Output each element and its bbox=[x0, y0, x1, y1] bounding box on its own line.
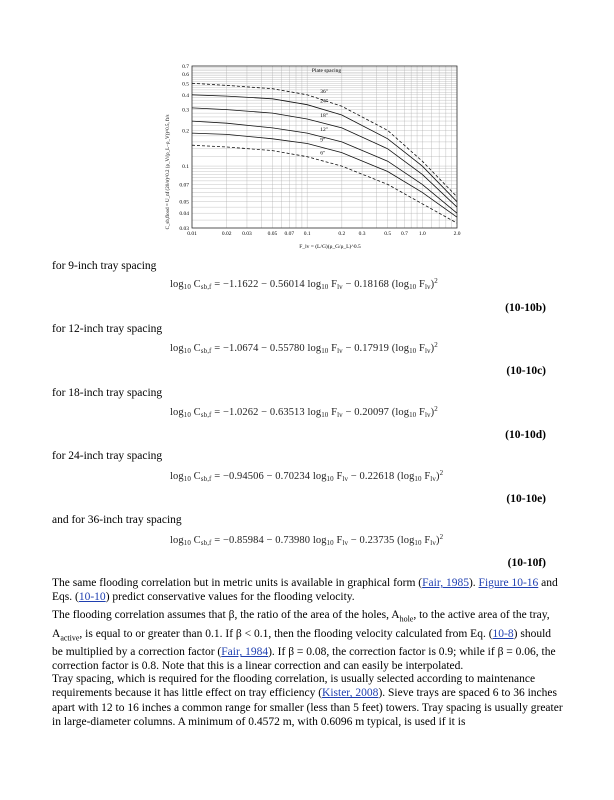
y-tick-label: 0.3 bbox=[182, 107, 189, 114]
series-line-6in bbox=[192, 145, 457, 223]
x-tick-label: 0.1 bbox=[303, 231, 311, 237]
y-tick-label: 0.4 bbox=[182, 92, 189, 99]
x-tick-label: 0.2 bbox=[338, 231, 346, 237]
equation-link-10-8[interactable]: 10-8 bbox=[492, 627, 514, 640]
section-label-18in: for 18-inch tray spacing bbox=[52, 387, 163, 399]
series-label-18in: 18" bbox=[320, 112, 329, 119]
citation-link-fair-1984[interactable]: Fair, 1984 bbox=[221, 646, 269, 659]
x-tick-label: 1.0 bbox=[418, 231, 426, 237]
equation-24in: $\log_{10} C_{sb,f} = -0.94506 - 0.70234$ $\log_{10} F_{lv} - 0.22618$ ($\log_{10}$ $F_{lv})^2$ bbox=[170, 469, 444, 483]
series-label-6in: 6" bbox=[320, 150, 326, 157]
series-line-9in bbox=[192, 133, 457, 217]
y-tick-label: 0.05 bbox=[179, 199, 189, 206]
x-tick-labels bbox=[187, 231, 461, 237]
series-label-9in: 9" bbox=[320, 137, 326, 144]
x-tick-label: 0.7 bbox=[401, 231, 408, 237]
citation-link-kister-2008[interactable]: Kister, 2008 bbox=[322, 687, 379, 700]
paragraph-metric-correlation: The same flooding correlation but in metric units is available in graphical form (Fair, 1985). Figure 10-16 and Eqs. (10-10) predict conservative values for the flooding velocity. bbox=[52, 577, 558, 604]
equation-36in: $\log_{10} C_{sb,f} = -0.85984 - 0.73980$ $\log_{10} F_{lv} - 0.23735$ ($\log_{10}$ $F_{lv})^2$ bbox=[170, 533, 444, 547]
x-tick-label: 0.07 bbox=[284, 231, 295, 237]
series-label-36in: 36" bbox=[320, 88, 329, 95]
y-axis-label: C_sb,flood = U_nf (20/σ)^0.2 (ρ_V/(ρ_L−ρ_V))^0.5, ft/s bbox=[166, 114, 171, 230]
figure-link-10-16[interactable]: Figure 10-16 bbox=[478, 577, 539, 589]
equation-number-10-10c: (10-10c) bbox=[506, 365, 546, 377]
x-tick-label: 0.05 bbox=[267, 231, 278, 237]
equation-18in: $\log_{10} C_{sb,f} = -1.0262 - 0.63513$ $\log_{10} F_{lv} - 0.20097$ ($\log_{10}$ $F_{lv})^2$ bbox=[170, 405, 438, 419]
equation-link-10-10[interactable]: 10-10 bbox=[78, 591, 106, 604]
x-tick-label: 0.03 bbox=[242, 231, 252, 237]
x-tick-label: 0.3 bbox=[358, 231, 366, 237]
y-tick-label: 0.04 bbox=[179, 211, 189, 218]
y-tick-label: 0.7 bbox=[182, 64, 189, 70]
x-tick-label: 0.02 bbox=[221, 231, 232, 237]
y-tick-label: 0.2 bbox=[182, 128, 189, 135]
y-tick-label: 0.1 bbox=[182, 164, 189, 171]
equation-number-10-10e: (10-10e) bbox=[506, 493, 546, 505]
legend-title: Plate spacing bbox=[311, 68, 342, 75]
x-tick-label: 0.01 bbox=[187, 231, 197, 237]
section-label-36in: and for 36-inch tray spacing bbox=[52, 514, 182, 526]
equation-12in: $\log_{10} C_{sb,f} = -1.0674 - 0.55780$ $\log_{10} F_{lv} - 0.17919$ ($\log_{10}$ $F_{lv})^2$ bbox=[170, 341, 438, 355]
y-tick-labels bbox=[179, 64, 189, 232]
y-tick-label: 0.6 bbox=[182, 71, 189, 78]
paragraph-tray-spacing: Tray spacing, which is required for the flooding correlation, is usually selected according to maintenance requirements because it has little effect on tray efficiency (Kister, 2008). Sieve trays are spaced 6 to 36 inches apart with 12 to 16 inches a common range for smaller (less than 5 feet) towers. Tray spacing is usually greater in large-diameter columns. A minimum of 0.4572 m, with 0.6096 m typical, is used if it is bbox=[52, 673, 563, 728]
x-tick-label: 2.0 bbox=[453, 231, 461, 237]
section-label-9in: for 9-inch tray spacing bbox=[52, 260, 157, 272]
flooding-correlation-chart bbox=[165, 62, 461, 254]
paragraph-beta-correction: The flooding correlation assumes that β, the ratio of the area of the holes, $A_{hole}$, to the active area of the tray, $A_{active}$, is equal to or greater than 0.1. If β < 0.1, then the flooding velocity calculated from Eq. (10-8) should be multiplied by a correction factor (Fair, 1984). If β = 0.08, the correction factor is 0.9; while if β = 0.06, the correction factor is 0.8. Note that this is a linear correction and can easily be interpolated. bbox=[52, 609, 556, 673]
series-label-24in: 24" bbox=[320, 98, 329, 105]
series-label-12in: 12" bbox=[320, 127, 329, 134]
y-tick-label: 0.5 bbox=[182, 81, 189, 88]
chart-series bbox=[192, 83, 457, 223]
y-tick-label: 0.07 bbox=[179, 182, 189, 189]
section-label-12in: for 12-inch tray spacing bbox=[52, 323, 163, 335]
x-tick-label: 0.5 bbox=[384, 231, 392, 237]
equation-number-10-10b: (10-10b) bbox=[505, 302, 546, 314]
section-label-24in: for 24-inch tray spacing bbox=[52, 450, 163, 462]
y-tick-label: 0.03 bbox=[179, 226, 189, 232]
equation-number-10-10f: (10-10f) bbox=[507, 557, 546, 569]
x-axis-label: F_lv = (L/G)(ρ_G/ρ_L)^0.5 bbox=[299, 244, 361, 250]
citation-link-fair-1985[interactable]: Fair, 1985 bbox=[422, 577, 469, 589]
equation-9in: $\log_{10} C_{sb,f} = -1.1622 - 0.56014$ $\log_{10} F_{lv} - 0.18168$ ($\log_{10}$ $F_{lv})^2$ bbox=[170, 277, 438, 291]
equation-number-10-10d: (10-10d) bbox=[505, 429, 546, 441]
chart-legend bbox=[312, 68, 341, 74]
